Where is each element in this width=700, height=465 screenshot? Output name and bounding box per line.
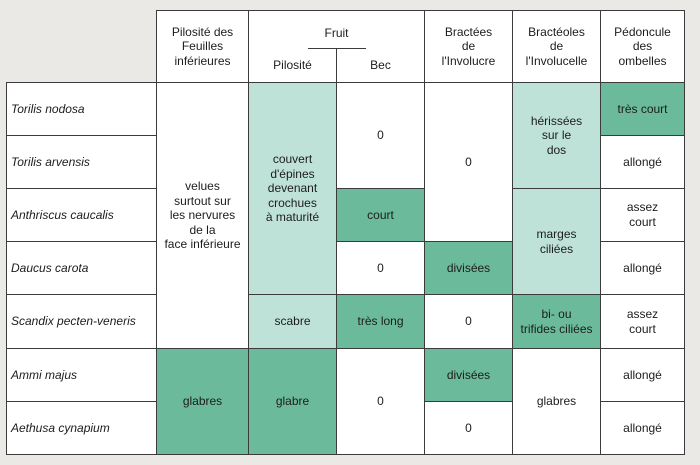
bractees-zero-scandix-cell: 0 bbox=[425, 295, 513, 349]
pedoncule-allonge-cell: allongé bbox=[601, 242, 685, 295]
fruit-pilosite-scabre-cell: scabre bbox=[249, 295, 337, 349]
table-row bbox=[7, 349, 685, 402]
table-row bbox=[7, 83, 685, 136]
table-row bbox=[7, 295, 685, 349]
bec-court-cell: court bbox=[337, 189, 425, 242]
bracteoles-marges-cell: marges ciliées bbox=[513, 189, 601, 295]
species-name: Torilis arvensis bbox=[7, 136, 157, 189]
bractees-divisees-cell: divisées bbox=[425, 242, 513, 295]
bec-tres-long-cell: très long bbox=[337, 295, 425, 349]
bracteoles-bi-trifides-cell: bi- ou trifides ciliées bbox=[513, 295, 601, 349]
bracteoles-glabres-cell: glabres bbox=[513, 349, 601, 455]
table-row bbox=[7, 189, 685, 242]
bec-zero-daucus-cell: 0 bbox=[337, 242, 425, 295]
bracteoles-herissees-cell: hérissées sur le dos bbox=[513, 83, 601, 189]
species-name: Anthriscus caucalis bbox=[7, 189, 157, 242]
pedoncule-assez-court-cell: assez court bbox=[601, 295, 685, 349]
species-name: Torilis nodosa bbox=[7, 83, 157, 136]
header-pedoncule: Pédoncule des ombelles bbox=[601, 11, 685, 83]
header-bractees: Bractées de l'Involucre bbox=[425, 11, 513, 83]
comparison-table bbox=[6, 10, 685, 455]
species-name: Aethusa cynapium bbox=[7, 402, 157, 455]
pedoncule-tres-court-cell: très court bbox=[601, 83, 685, 136]
species-name: Scandix pecten-veneris bbox=[7, 295, 157, 349]
bractees-divisees-cell: divisées bbox=[425, 349, 513, 402]
header-fruit-pilosite: Pilosité bbox=[249, 49, 337, 83]
header-fruit-bec: Bec bbox=[337, 49, 425, 83]
feuilles-velues-cell: velues surtout sur les nervures de la face inférieure bbox=[157, 83, 249, 349]
header-fruit bbox=[249, 11, 425, 49]
bractees-zero-top-cell: 0 bbox=[425, 83, 513, 242]
corner-empty bbox=[7, 11, 157, 83]
pedoncule-assez-court-cell: assez court bbox=[601, 189, 685, 242]
bec-zero-bottom-cell: 0 bbox=[337, 349, 425, 455]
feuilles-glabres-cell: glabres bbox=[157, 349, 249, 455]
pedoncule-allonge-cell: allongé bbox=[601, 402, 685, 455]
bec-zero-top-cell: 0 bbox=[337, 83, 425, 189]
header-fruit-label: Fruit bbox=[324, 25, 349, 40]
header-bracteoles: Bractéoles de l'Involucelle bbox=[513, 11, 601, 83]
species-name: Ammi majus bbox=[7, 349, 157, 402]
fruit-pilosite-couvert-cell: couvert d'épines devenant crochues à maturité bbox=[249, 83, 337, 295]
pedoncule-allonge-cell: allongé bbox=[601, 349, 685, 402]
bractees-zero-aethusa-cell: 0 bbox=[425, 402, 513, 455]
fruit-pilosite-glabre-cell: glabre bbox=[249, 349, 337, 455]
header-pilosite-feuilles: Pilosité des Feuilles inférieures bbox=[157, 11, 249, 83]
pedoncule-allonge-cell: allongé bbox=[601, 136, 685, 189]
species-name: Daucus carota bbox=[7, 242, 157, 295]
